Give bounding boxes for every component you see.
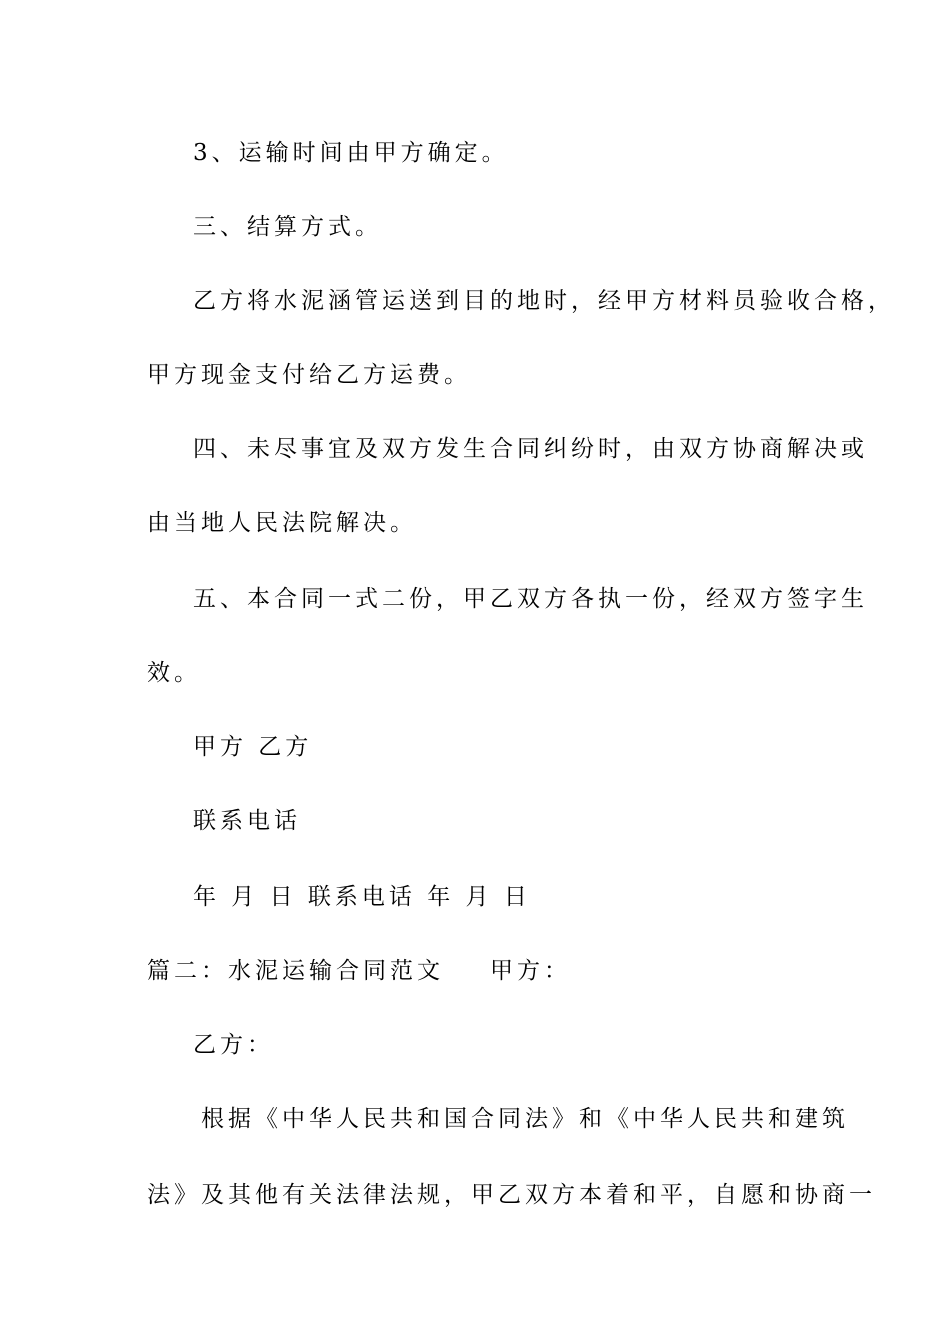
legal-basis-line-2: 法》及其他有关法律法规，甲乙双方本着和平，自愿和协商一 xyxy=(147,1182,876,1208)
party-b-label: 乙方： xyxy=(193,1032,274,1058)
section-4-line-1: 四、未尽事宜及双方发生合同纠纷时，由双方协商解决或 xyxy=(193,436,868,462)
section-5-line-2: 效。 xyxy=(147,660,201,686)
contact-phone-label: 联系电话 xyxy=(193,808,301,834)
section-4-line-2: 由当地人民法院解决。 xyxy=(147,510,417,536)
section-3-heading: 三、结算方式。 xyxy=(193,214,382,240)
clause-3-transport-time: 3、运输时间由甲方确定。 xyxy=(193,140,509,166)
signature-parties: 甲方 乙方 xyxy=(193,734,313,760)
party-a-label: 甲方： xyxy=(490,958,571,984)
legal-basis-line-1: 根据《中华人民共和国合同法》和《中华人民共和建筑 xyxy=(201,1106,849,1132)
settlement-paragraph-line-1: 乙方将水泥涵管运送到目的地时，经甲方材料员验收合格， xyxy=(193,288,895,314)
settlement-paragraph-line-2: 甲方现金支付给乙方运费。 xyxy=(147,362,471,388)
date-contact-line: 年 月 日 联系电话 年 月 日 xyxy=(193,884,531,910)
section-5-line-1: 五、本合同一式二份，甲乙双方各执一份，经双方签字生 xyxy=(193,586,868,612)
article-2-title-line xyxy=(147,956,827,986)
article-2-title: 篇二：水泥运输合同范文 xyxy=(147,958,444,984)
